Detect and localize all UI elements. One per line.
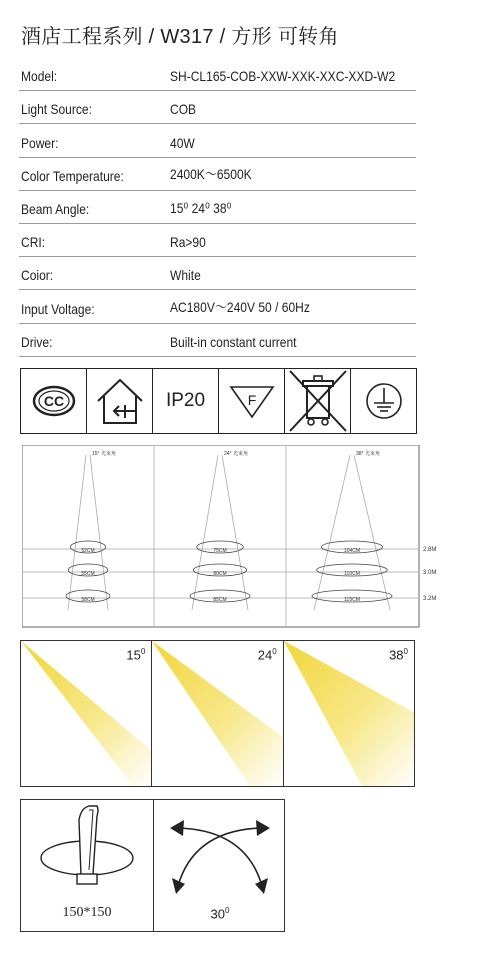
spec-row [19, 58, 416, 91]
beam-diameter-label: 104CM [343, 548, 361, 554]
distance-label: 2.8M [423, 547, 437, 553]
spec-row [19, 290, 416, 323]
spec-row [19, 257, 416, 290]
beam-cone-icon [284, 641, 414, 786]
beam-diameter-label: 80CM [213, 571, 227, 577]
glow-angle-label: $24^0$ [257, 647, 277, 663]
certification-icons [20, 368, 417, 434]
beam-diameter-label: 115CM [344, 597, 360, 603]
rotation-angle-label: $30^0$ [210, 905, 230, 921]
beam-spread-panels [20, 640, 415, 787]
spec-row [19, 91, 416, 124]
glow-angle-label: $38^0$ [389, 647, 408, 663]
ground-icon [351, 369, 416, 433]
beam-angle-label: 38° 光束角 [356, 451, 380, 457]
spec-row [19, 158, 416, 191]
spec-table [19, 58, 416, 357]
spec-value: 2400K～6500K [170, 165, 252, 182]
beam-diameter-label: 85CM [213, 597, 227, 603]
f-mark-letter: F [247, 392, 256, 408]
beam-cone-lines [314, 455, 390, 610]
rotation-arrows-icon [154, 800, 286, 900]
spec-key: Model: [21, 68, 58, 85]
spec-key: Light Source: [21, 101, 92, 118]
ip-rating [153, 369, 219, 433]
beam-diameter-label: 52CM [81, 548, 95, 554]
beam-diameter-label: 55CM [81, 571, 95, 577]
ccc-icon [21, 369, 87, 433]
rotation-panel [154, 800, 286, 931]
spec-value: Built-in constant current [170, 333, 297, 350]
indoor-use-icon [87, 369, 153, 433]
page-title: 酒店工程系列 / W317 / 方形 可转角 [21, 26, 339, 48]
ip-rating-label: IP20 [165, 390, 206, 411]
svg-text:CC: CC [43, 393, 64, 409]
glow-panel-24 [152, 641, 283, 786]
spec-value: Ra>90 [170, 234, 206, 251]
spec-row [19, 324, 416, 357]
spec-row [19, 124, 416, 157]
cutout-lamp-icon [21, 800, 153, 900]
spec-key: Color Temperature: [21, 167, 124, 184]
spec-row [19, 191, 416, 224]
spec-key: Coior: [21, 267, 54, 284]
no-trash-bin-icon [285, 369, 351, 433]
spec-key: Beam Angle: [21, 200, 90, 217]
spec-key: Input Voltage: [21, 300, 95, 317]
spec-value: 15⁰ 24⁰ 38⁰ [170, 199, 232, 216]
spec-key: Power: [21, 134, 59, 151]
beam-angle-label: 15° 光束角 [92, 451, 116, 457]
beam-cone-lines [68, 455, 108, 610]
spec-key: Drive: [21, 333, 53, 350]
spec-value: SH-CL165-COB-XXW-XXK-XXC-XXD-W2 [170, 68, 396, 85]
beam-diameter-label: 58CM [81, 597, 95, 603]
spec-value: AC180V～240V 50 / 60Hz [170, 298, 310, 315]
spec-value: 40W [170, 134, 195, 151]
glow-angle-label: $15^0$ [126, 647, 146, 663]
installation-info [20, 799, 285, 932]
spec-row [19, 224, 416, 257]
beam-cone-icon [21, 641, 152, 786]
glow-panel-38 [284, 641, 414, 786]
beam-cone-icon [152, 641, 283, 786]
beam-diameter-label: 75CM [213, 548, 227, 554]
distance-label: 3.2M [423, 596, 437, 602]
beam-angle-label: 24° 光束角 [224, 451, 248, 457]
spec-key: CRI: [21, 234, 46, 251]
beam-diameter-diagram [22, 445, 467, 630]
cutout-size-label: 150*150 [62, 905, 112, 920]
distance-label: 3.0M [423, 570, 437, 576]
cutout-panel [21, 800, 154, 931]
beam-diameter-label: 110CM [344, 571, 360, 577]
spec-value: White [170, 267, 201, 284]
beam-cone-lines [192, 455, 248, 610]
f-mark-icon [219, 369, 285, 433]
spec-value: COB [170, 101, 197, 118]
glow-panel-15 [21, 641, 152, 786]
